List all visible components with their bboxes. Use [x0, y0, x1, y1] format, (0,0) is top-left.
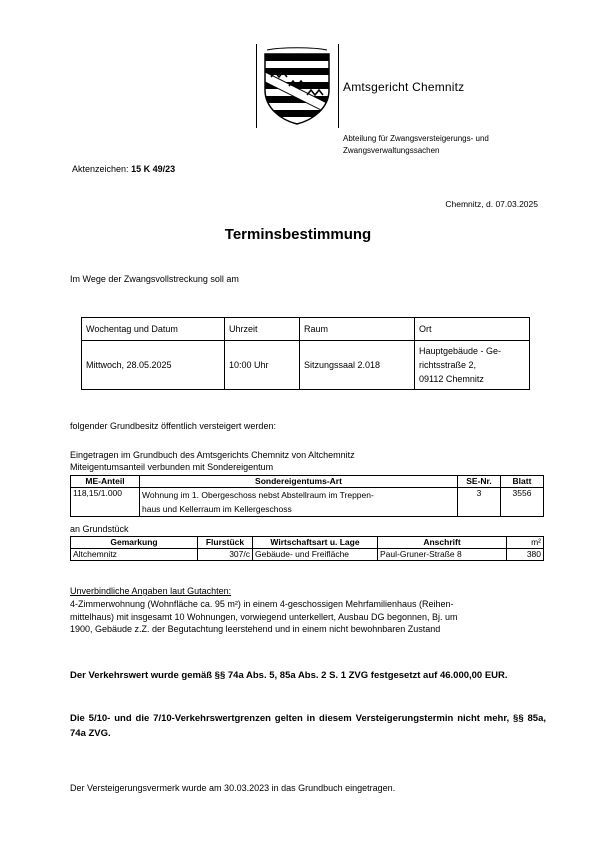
appraisal-line: mittelhaus) mit insgesamt 10 Wohnungen, vorwiegend unterkellert, Ausbau DG begonnen, Bj. um [70, 611, 458, 622]
schedule-date: Mittwoch, 28.05.2025 [82, 341, 225, 390]
place-line: 09112 Chemnitz [419, 374, 484, 384]
value-limits-statement: Die 5/10- und die 7/10-Verkehrswertgrenzen gelten in diesem Versteigerungstermin nicht mehr, §§ 85a, 74a ZVG. [70, 713, 546, 739]
share-value: 118,15/1.000 [71, 488, 140, 517]
type-line: Wohnung im 1. Obergeschoss nebst Abstellraum im Treppen- [142, 490, 374, 500]
share-table [70, 475, 544, 517]
header-cell: Uhrzeit [225, 318, 300, 341]
header-cell: Anschrift [378, 537, 507, 549]
table-row [71, 549, 544, 561]
header-cell: Gemarkung [71, 537, 198, 549]
header-cell: Ort [415, 318, 530, 341]
saxony-coat-of-arms-icon [261, 46, 333, 126]
appraisal-heading: Unverbindliche Angaben laut Gutachten: [70, 586, 232, 596]
case-label: Aktenzeichen: [72, 164, 129, 174]
register-line: Miteigentumsanteil verbunden mit Sondereigentum [70, 462, 274, 472]
header-cell: Raum [300, 318, 415, 341]
follows-text: folgender Grundbesitz öffentlich versteigert werden: [70, 421, 276, 431]
header-cell: Flurstück [198, 537, 253, 549]
table-row [71, 488, 544, 517]
register-line: Eingetragen im Grundbuch des Amtsgerichts Chemnitz von Altchemnitz [70, 450, 355, 460]
district: Altchemnitz [71, 549, 198, 561]
ownership-type [140, 488, 458, 517]
appraisal-line: 4-Zimmerwohnung (Wohnfläche ca. 95 m²) in einem 4-geschossigen Mehrfamilienhaus (Reihen- [70, 599, 454, 609]
schedule-place [415, 341, 530, 390]
sheet-number: 3556 [501, 488, 544, 517]
appraisal-text [70, 598, 546, 636]
header-divider-left [256, 44, 257, 128]
place-line: richtsstraße 2, [419, 360, 477, 370]
area: 380 [507, 549, 544, 561]
header-cell: Blatt [501, 476, 544, 488]
intro-text: Im Wege der Zwangsvollstreckung soll am [70, 274, 239, 284]
parcel: 307/c [198, 549, 253, 561]
schedule-time: 10:00 Uhr [225, 341, 300, 390]
header-divider-right [338, 44, 339, 128]
plot-label: an Grundstück [70, 524, 129, 534]
usage: Gebäude- und Freifläche [253, 549, 378, 561]
case-number: 15 K 49/23 [131, 164, 176, 174]
header-cell: m² [507, 537, 544, 549]
auction-note: Der Versteigerungsvermerk wurde am 30.03.2023 in das Grundbuch eingetragen. [70, 783, 396, 793]
table-row [82, 341, 530, 390]
table-header-row [71, 537, 544, 549]
place-date: Chemnitz, d. 07.03.2025 [445, 199, 538, 209]
plot-table [70, 536, 544, 561]
table-header-row [71, 476, 544, 488]
court-name: Amtsgericht Chemnitz [343, 80, 465, 94]
schedule-room: Sitzungssaal 2.018 [300, 341, 415, 390]
table-header-row [82, 318, 530, 341]
se-number: 3 [458, 488, 501, 517]
schedule-table [81, 317, 530, 390]
market-value-statement: Der Verkehrswert wurde gemäß §§ 74a Abs. 5, 85a Abs. 2 S. 1 ZVG festgesetzt auf 46.000,00 EUR. [70, 670, 508, 681]
document-title: Terminsbestimmung [224, 226, 372, 243]
header-cell: Sondereigentums-Art [140, 476, 458, 488]
header-cell: Wirtschaftsart u. Lage [253, 537, 378, 549]
case-reference [72, 164, 175, 174]
place-line: Hauptgebäude - Ge- [419, 346, 502, 356]
appraisal-line: 1900, Gebäude z.Z. der Begutachtung leerstehend und in einem nicht bewohnbaren Zustand [70, 624, 441, 634]
address: Paul-Gruner-Straße 8 [378, 549, 507, 561]
header-cell: Wochentag und Datum [82, 318, 225, 341]
header-cell: SE-Nr. [458, 476, 501, 488]
header-cell: ME-Anteil [71, 476, 140, 488]
type-line: haus und Kellerraum im Kellergeschoss [142, 504, 292, 514]
court-division: Abteilung für Zwangsversteigerungs- und Zwangsverwaltungssachen [343, 134, 489, 155]
